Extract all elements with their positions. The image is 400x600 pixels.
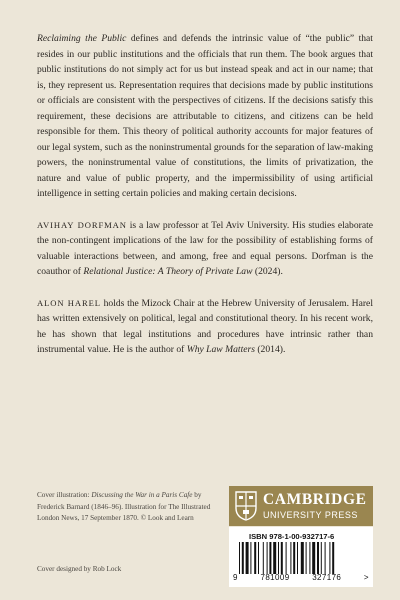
isbn-text: ISBN 978-1-00-932717-6 xyxy=(249,532,335,541)
author-name: AVIHAY DORFMAN xyxy=(37,219,127,230)
author-book-title: Relational Justice: A Theory of Private Law xyxy=(83,266,253,277)
cover-designer-credit: Cover designed by Rob Lock xyxy=(37,565,122,573)
author-bio-dorfman xyxy=(37,218,373,280)
back-cover-blurb xyxy=(37,31,373,374)
publisher-press: UNIVERSITY PRESS xyxy=(263,510,358,520)
author-book-year: (2014). xyxy=(254,344,286,355)
author-book-year: (2024). xyxy=(252,266,283,277)
cambridge-crest-icon xyxy=(235,491,257,521)
book-description xyxy=(37,31,373,202)
publisher-logo xyxy=(229,486,373,526)
isbn-barcode xyxy=(229,527,373,587)
book-title: Reclaiming the Public xyxy=(37,33,127,44)
illustration-title: Discussing the War in a Paris Cafe xyxy=(91,491,193,499)
author-bio-text: is a law professor at Tel Aviv University. His studies elaborate the non-contingent implications of the law for the possibility of establishing forms of valuable interactions between, and among, free and equal persons. Dorfman is the coauthor of xyxy=(37,219,373,277)
author-name: ALON HAREL xyxy=(37,297,101,308)
barcode-bars-icon xyxy=(239,542,363,574)
publisher-name: CAMBRIDGE xyxy=(263,491,367,508)
barcode-number: 9 781009 327176 > xyxy=(233,573,369,582)
author-bio-text: holds the Mizock Chair at the Hebrew University of Jerusalem. Harel has written extensively on political, legal and constitutional theory. In his recent work, he has shown that legal institutions and procedures have intrinsic rather than instrumental value. He is the author of xyxy=(37,297,373,355)
author-book-title: Why Law Matters xyxy=(186,344,255,355)
author-bio-harel xyxy=(37,296,373,358)
description-text: defines and defends the intrinsic value of “the public” that resides in our public institutions and the officials that run them. The book argues that public institutions do not simply act for us but instead speak and act in our name; that is, they represent us. Representation requires that decisions made by public institutions or officials are consistent with the perspectives of citizens. If the decisions satisfy this requirement, these decisions are attributable to citizens, and citizens can be held responsible for them. This theory of political authority accounts for major features of our legal system, such as the noninstrumental grounds for the separation of law-making powers, the noninstrumental value of constitutions, the limits of privatization, the nature and value of public property, and the impermissibility of using artificial intelligence in setting certain policies and making certain decisions. xyxy=(37,33,373,199)
cover-illustration-credit: Cover illustration: Discussing the War in a Paris Cafe by Frederick Barnard (1846–96). Illustration for The Illustrated London News, 17 September 1870. © Look and Learn xyxy=(37,491,211,523)
